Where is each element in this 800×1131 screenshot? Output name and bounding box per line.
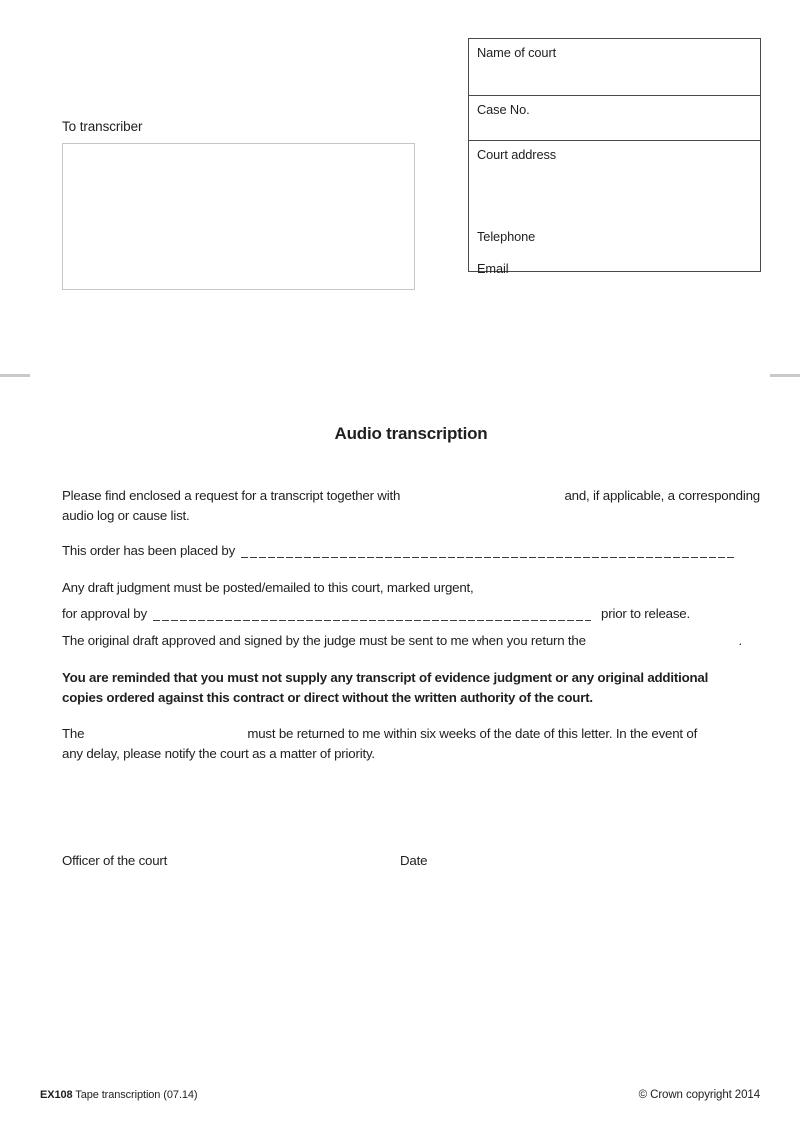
court-address-field[interactable]: [469, 141, 760, 276]
return-prefix: The: [62, 726, 85, 741]
original-draft-text: The original draft approved and signed by the judge must be sent to me when you return the: [62, 633, 586, 648]
court-address-label: Court address: [477, 147, 557, 162]
draft-judgment-line: Any draft judgment must be posted/emailed to this court, marked urgent,: [62, 580, 474, 595]
date-label: Date: [400, 853, 428, 868]
intro-line1-left: Please find enclosed a request for a transcript together with: [62, 488, 401, 503]
court-details-box: [468, 38, 761, 276]
page-footer: [40, 1089, 760, 1101]
officer-of-court-label: Officer of the court: [62, 853, 168, 868]
approval-by-blank[interactable]: [147, 604, 593, 624]
email-label: Email: [477, 261, 509, 276]
fold-mark-right: [770, 374, 800, 377]
reminder-line1: You are reminded that you must not supply any transcript of evidence judgment or any original additional: [62, 670, 709, 685]
letter-body: [62, 424, 760, 871]
copyright-notice: © Crown copyright 2014: [638, 1089, 760, 1101]
return-item-blank[interactable]: [84, 724, 247, 744]
reminder-paragraph: [62, 668, 760, 708]
signoff-row: [62, 851, 760, 871]
form-title-footer: Tape transcription (07.14): [75, 1089, 198, 1101]
reminder-line2: copies ordered against this contract or direct without the written authority of the court.: [62, 690, 593, 705]
form-code: EX108: [40, 1089, 73, 1101]
page-title: Audio transcription: [334, 424, 488, 443]
intro-line1-right: and, if applicable, a corresponding: [564, 488, 760, 503]
order-placed-label: This order has been placed by: [62, 543, 236, 558]
intro-paragraph: [62, 486, 760, 526]
original-draft-period: .: [738, 633, 742, 648]
case-no-field[interactable]: [469, 96, 760, 141]
intro-line2: audio log or cause list.: [62, 508, 190, 523]
case-no-label: Case No.: [477, 102, 530, 117]
name-of-court-field[interactable]: [469, 39, 760, 96]
original-draft-line: [62, 631, 760, 651]
order-placed-by-blank[interactable]: [235, 541, 738, 561]
to-transcriber-label: To transcriber: [62, 119, 143, 134]
approval-line: [62, 604, 760, 624]
name-of-court-label: Name of court: [477, 45, 557, 60]
order-placed-line: [62, 541, 760, 561]
approval-label: for approval by: [62, 606, 147, 621]
form-reference: [40, 1089, 197, 1101]
return-paragraph: [62, 724, 760, 764]
approval-suffix: prior to release.: [601, 606, 690, 621]
transcriber-address-field[interactable]: [62, 143, 415, 290]
fold-mark-left: [0, 374, 30, 377]
return-line1-text: must be returned to me within six weeks of the date of this letter. In the event of: [247, 726, 698, 741]
telephone-label: Telephone: [477, 229, 536, 244]
return-line2: any delay, please notify the court as a matter of priority.: [62, 746, 375, 761]
